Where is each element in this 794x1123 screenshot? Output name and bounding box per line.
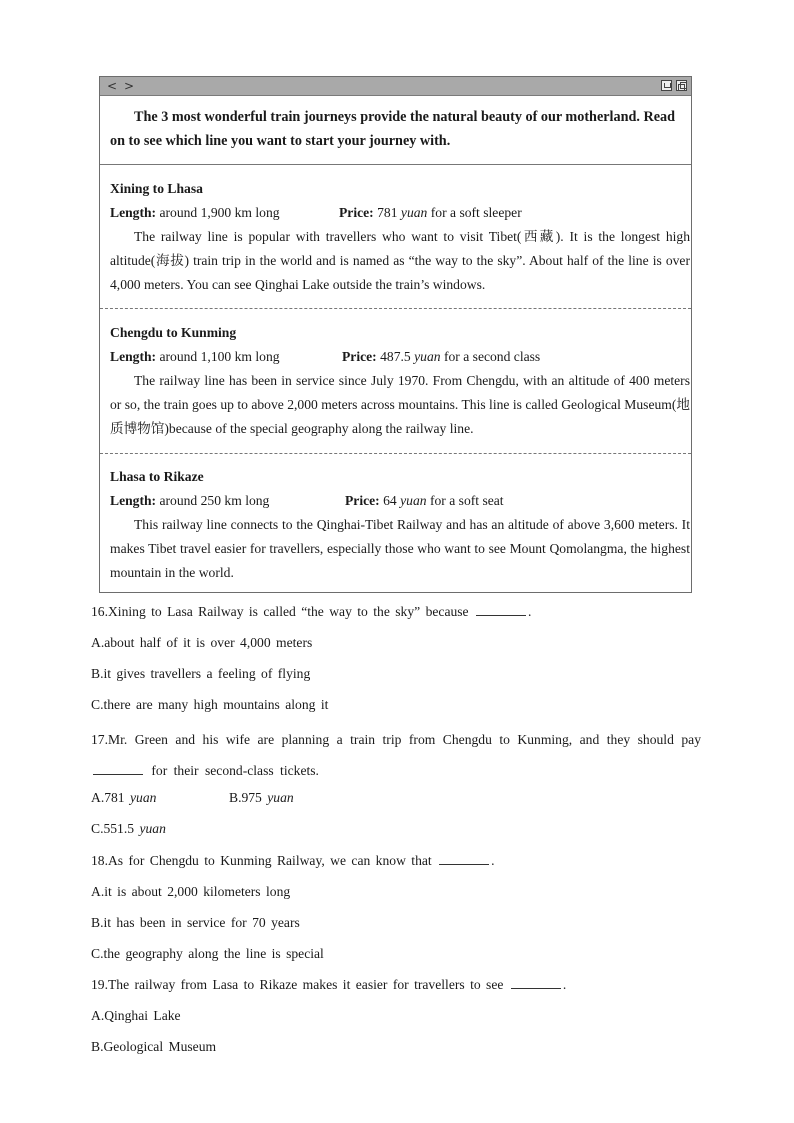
question-19: 19.The railway from Lasa to Rikaze makes it easier for travellers to see . xyxy=(91,973,701,1004)
route-meta xyxy=(110,201,690,225)
intro-text: The 3 most wonderful train journeys provide the natural beauty of our motherland. Read on to see which line you want to start your journey with. xyxy=(110,109,675,149)
question-17: 17.Mr. Green and his wife are planning a train trip from Chengdu to Kunming, and they should pay for their second-class tickets. xyxy=(91,732,701,779)
price-info: Price: 64 yuan for a soft seat xyxy=(345,493,504,508)
route-title: Chengdu to Kunming xyxy=(110,325,237,340)
route-description: The railway line has been in service since July 1970. From Chengdu, with an altitude of 400 meters or so, the train goes up to above 2,000 meters across mountains. This line is called Geological Museum(地质博物馆)because of the special geography along the railway line. xyxy=(110,373,690,436)
route-title: Lhasa to Rikaze xyxy=(110,469,204,484)
restore-icon[interactable] xyxy=(676,80,687,91)
route-meta xyxy=(110,489,690,513)
question-18: 18.As for Chengdu to Kunming Railway, we can know that . xyxy=(91,849,701,880)
divider xyxy=(100,308,691,309)
option-19b[interactable]: B.Geological Museum xyxy=(91,1039,217,1055)
minimize-icon[interactable] xyxy=(661,80,672,91)
route-description: The railway line is popular with travellers who want to visit Tibet(西藏). It is the longest high altitude(海拔) train trip in the world and is named as “the way to the sky”. About half of the line is over 4,000 meters. You can see Qinghai Lake outside the train’s windows. xyxy=(110,229,690,292)
option-18b[interactable]: B.it has been in service for 70 years xyxy=(91,914,300,930)
answer-blank xyxy=(476,601,526,616)
route-description: This railway line connects to the Qinghai-Tibet Railway and has an altitude of above 3,600 meters. It makes Tibet travel easier for travellers, especially those who want to see Mount Qomolangma, the highest mountain in the world. xyxy=(110,517,690,580)
price-info: Price: 487.5 yuan for a second class xyxy=(342,349,541,364)
answer-blank xyxy=(439,850,489,865)
route-section-chengdu-kunming xyxy=(110,321,690,441)
questions-block xyxy=(91,600,701,1066)
question-16: 16.Xining to Lasa Railway is called “the way to the sky” because . xyxy=(91,600,701,631)
option-16c[interactable]: C.there are many high mountains along it xyxy=(91,697,329,713)
divider xyxy=(100,164,691,165)
route-section-lhasa-rikaze xyxy=(110,465,690,585)
answer-blank xyxy=(93,760,143,775)
route-section-xining-lhasa xyxy=(110,177,690,297)
forward-arrow-icon[interactable]: > xyxy=(124,79,135,93)
option-18c[interactable]: C.the geography along the line is special xyxy=(91,945,324,961)
route-title: Xining to Lhasa xyxy=(110,181,203,196)
option-16b[interactable]: B.it gives travellers a feeling of flying xyxy=(91,666,311,682)
length-info: Length: around 1,900 km long xyxy=(110,205,280,220)
option-16a[interactable]: A.about half of it is over 4,000 meters xyxy=(91,635,313,651)
length-info: Length: around 1,100 km long xyxy=(110,349,280,364)
options-17ab xyxy=(91,786,701,817)
divider xyxy=(100,453,691,454)
answer-blank xyxy=(511,974,561,989)
price-info: Price: 781 yuan for a soft sleeper xyxy=(339,205,522,220)
option-17c[interactable]: C.551.5 yuan xyxy=(91,821,166,837)
reading-passage-panel xyxy=(99,76,692,593)
option-19a[interactable]: A.Qinghai Lake xyxy=(91,1008,181,1024)
option-17b[interactable]: B.975 yuan xyxy=(229,790,294,806)
back-arrow-icon[interactable]: < xyxy=(107,79,118,93)
option-18a[interactable]: A.it is about 2,000 kilometers long xyxy=(91,883,291,899)
length-info: Length: around 250 km long xyxy=(110,493,270,508)
panel-titlebar xyxy=(100,77,691,96)
option-17a[interactable]: A.781 yuan xyxy=(91,790,157,806)
route-meta xyxy=(110,345,690,369)
